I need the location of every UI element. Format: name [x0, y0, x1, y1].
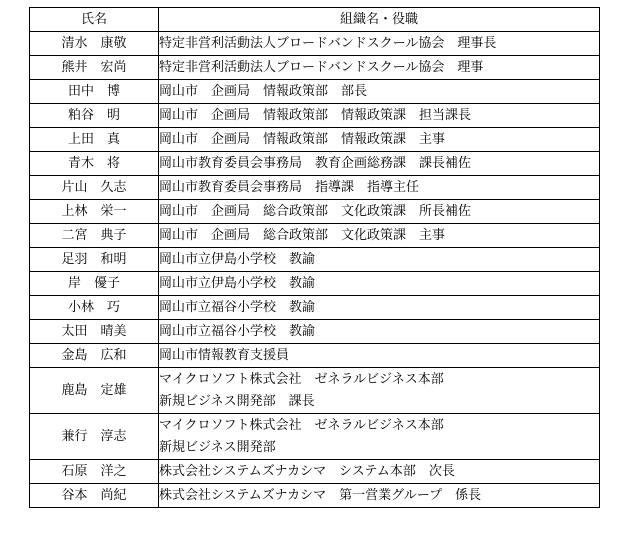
member-table: [29, 7, 600, 508]
table-row: [30, 368, 600, 414]
member-organization-title: [159, 248, 600, 272]
organization-title-line: 特定非営利活動法人ブロードバンドスクール協会 理事長: [159, 35, 497, 51]
member-name: 青木 将: [30, 152, 159, 176]
table-row: [30, 104, 600, 128]
member-name: 田中 博: [30, 80, 159, 104]
member-name: 岸 優子: [30, 272, 159, 296]
member-organization-title: [159, 460, 600, 484]
member-organization-title: [159, 80, 600, 104]
organization-title-line: 新規ビジネス開発部: [159, 439, 276, 455]
member-name: 足羽 和明: [30, 248, 159, 272]
organization-title-line: 株式会社システムズナカシマ 第一営業グループ 係長: [159, 487, 482, 503]
table-row: [30, 460, 600, 484]
member-name: 兼行 淳志: [30, 414, 159, 460]
organization-title-line: 岡山市 企画局 情報政策部 情報政策課 担当課長: [159, 107, 472, 123]
organization-title-line: 岡山市 企画局 総合政策部 文化政策課 所長補佐: [159, 203, 472, 219]
table-row: [30, 32, 600, 56]
column-header-organization-title: 組織名・役職: [159, 8, 600, 32]
organization-title-line: 岡山市 企画局 情報政策部 情報政策課 主事: [159, 131, 446, 147]
organization-title-line: 特定非営利活動法人ブロードバンドスクール協会 理事: [159, 59, 484, 75]
member-name: 小林 巧: [30, 296, 159, 320]
table-row: [30, 176, 600, 200]
organization-title-line: 岡山市立福谷小学校 教諭: [159, 299, 316, 315]
member-organization-title: [159, 200, 600, 224]
member-organization-title: [159, 320, 600, 344]
member-name: 鹿島 定雄: [30, 368, 159, 414]
table-header-row: [30, 8, 600, 32]
organization-title-line: 岡山市立福谷小学校 教諭: [159, 323, 316, 339]
column-header-name: 氏名: [30, 8, 159, 32]
member-name: 二宮 典子: [30, 224, 159, 248]
member-name: 片山 久志: [30, 176, 159, 200]
table-row: [30, 248, 600, 272]
organization-title-line: 岡山市立伊島小学校 教諭: [159, 251, 316, 267]
member-name: 清水 康敬: [30, 32, 159, 56]
member-organization-title: [159, 32, 600, 56]
member-name: 石原 洋之: [30, 460, 159, 484]
organization-title-line: 岡山市 企画局 情報政策部 部長: [159, 83, 368, 99]
organization-title-line: 株式会社システムズナカシマ システム本部 次長: [159, 463, 455, 479]
organization-title-line: 岡山市教育委員会事務局 教育企画総務課 課長補佐: [159, 155, 472, 171]
member-organization-title: [159, 344, 600, 368]
table-body: [30, 32, 600, 508]
member-organization-title: [159, 368, 600, 414]
member-name: 上林 栄一: [30, 200, 159, 224]
member-organization-title: [159, 56, 600, 80]
table-row: [30, 56, 600, 80]
organization-title-line: 岡山市 企画局 総合政策部 文化政策課 主事: [159, 227, 446, 243]
table-row: [30, 200, 600, 224]
table-row: [30, 152, 600, 176]
member-name: 太田 晴美: [30, 320, 159, 344]
member-organization-title: [159, 224, 600, 248]
table-row: [30, 296, 600, 320]
member-organization-title: [159, 272, 600, 296]
organization-title-line: マイクロソフト株式会社 ゼネラルビジネス本部: [159, 371, 444, 387]
table-row: [30, 224, 600, 248]
member-name: 谷本 尚紀: [30, 484, 159, 508]
table-row: [30, 414, 600, 460]
member-organization-title: [159, 104, 600, 128]
organization-title-line: 岡山市情報教育支援員: [159, 347, 290, 363]
table-row: [30, 128, 600, 152]
member-name: 金島 広和: [30, 344, 159, 368]
member-organization-title: [159, 414, 600, 460]
member-name: 上田 真: [30, 128, 159, 152]
member-organization-title: [159, 484, 600, 508]
table-row: [30, 320, 600, 344]
table-row: [30, 80, 600, 104]
member-organization-title: [159, 128, 600, 152]
organization-title-line: 岡山市立伊島小学校 教諭: [159, 275, 316, 291]
organization-title-line: 新規ビジネス開発部 課長: [159, 393, 315, 409]
member-organization-title: [159, 176, 600, 200]
member-organization-title: [159, 152, 600, 176]
organization-title-line: 岡山市教育委員会事務局 指導課 指導主任: [159, 179, 420, 195]
table-row: [30, 344, 600, 368]
table-row: [30, 484, 600, 508]
member-name: 熊井 宏尚: [30, 56, 159, 80]
member-name: 粕谷 明: [30, 104, 159, 128]
table-row: [30, 272, 600, 296]
member-organization-title: [159, 296, 600, 320]
organization-title-line: マイクロソフト株式会社 ゼネラルビジネス本部: [159, 417, 444, 433]
